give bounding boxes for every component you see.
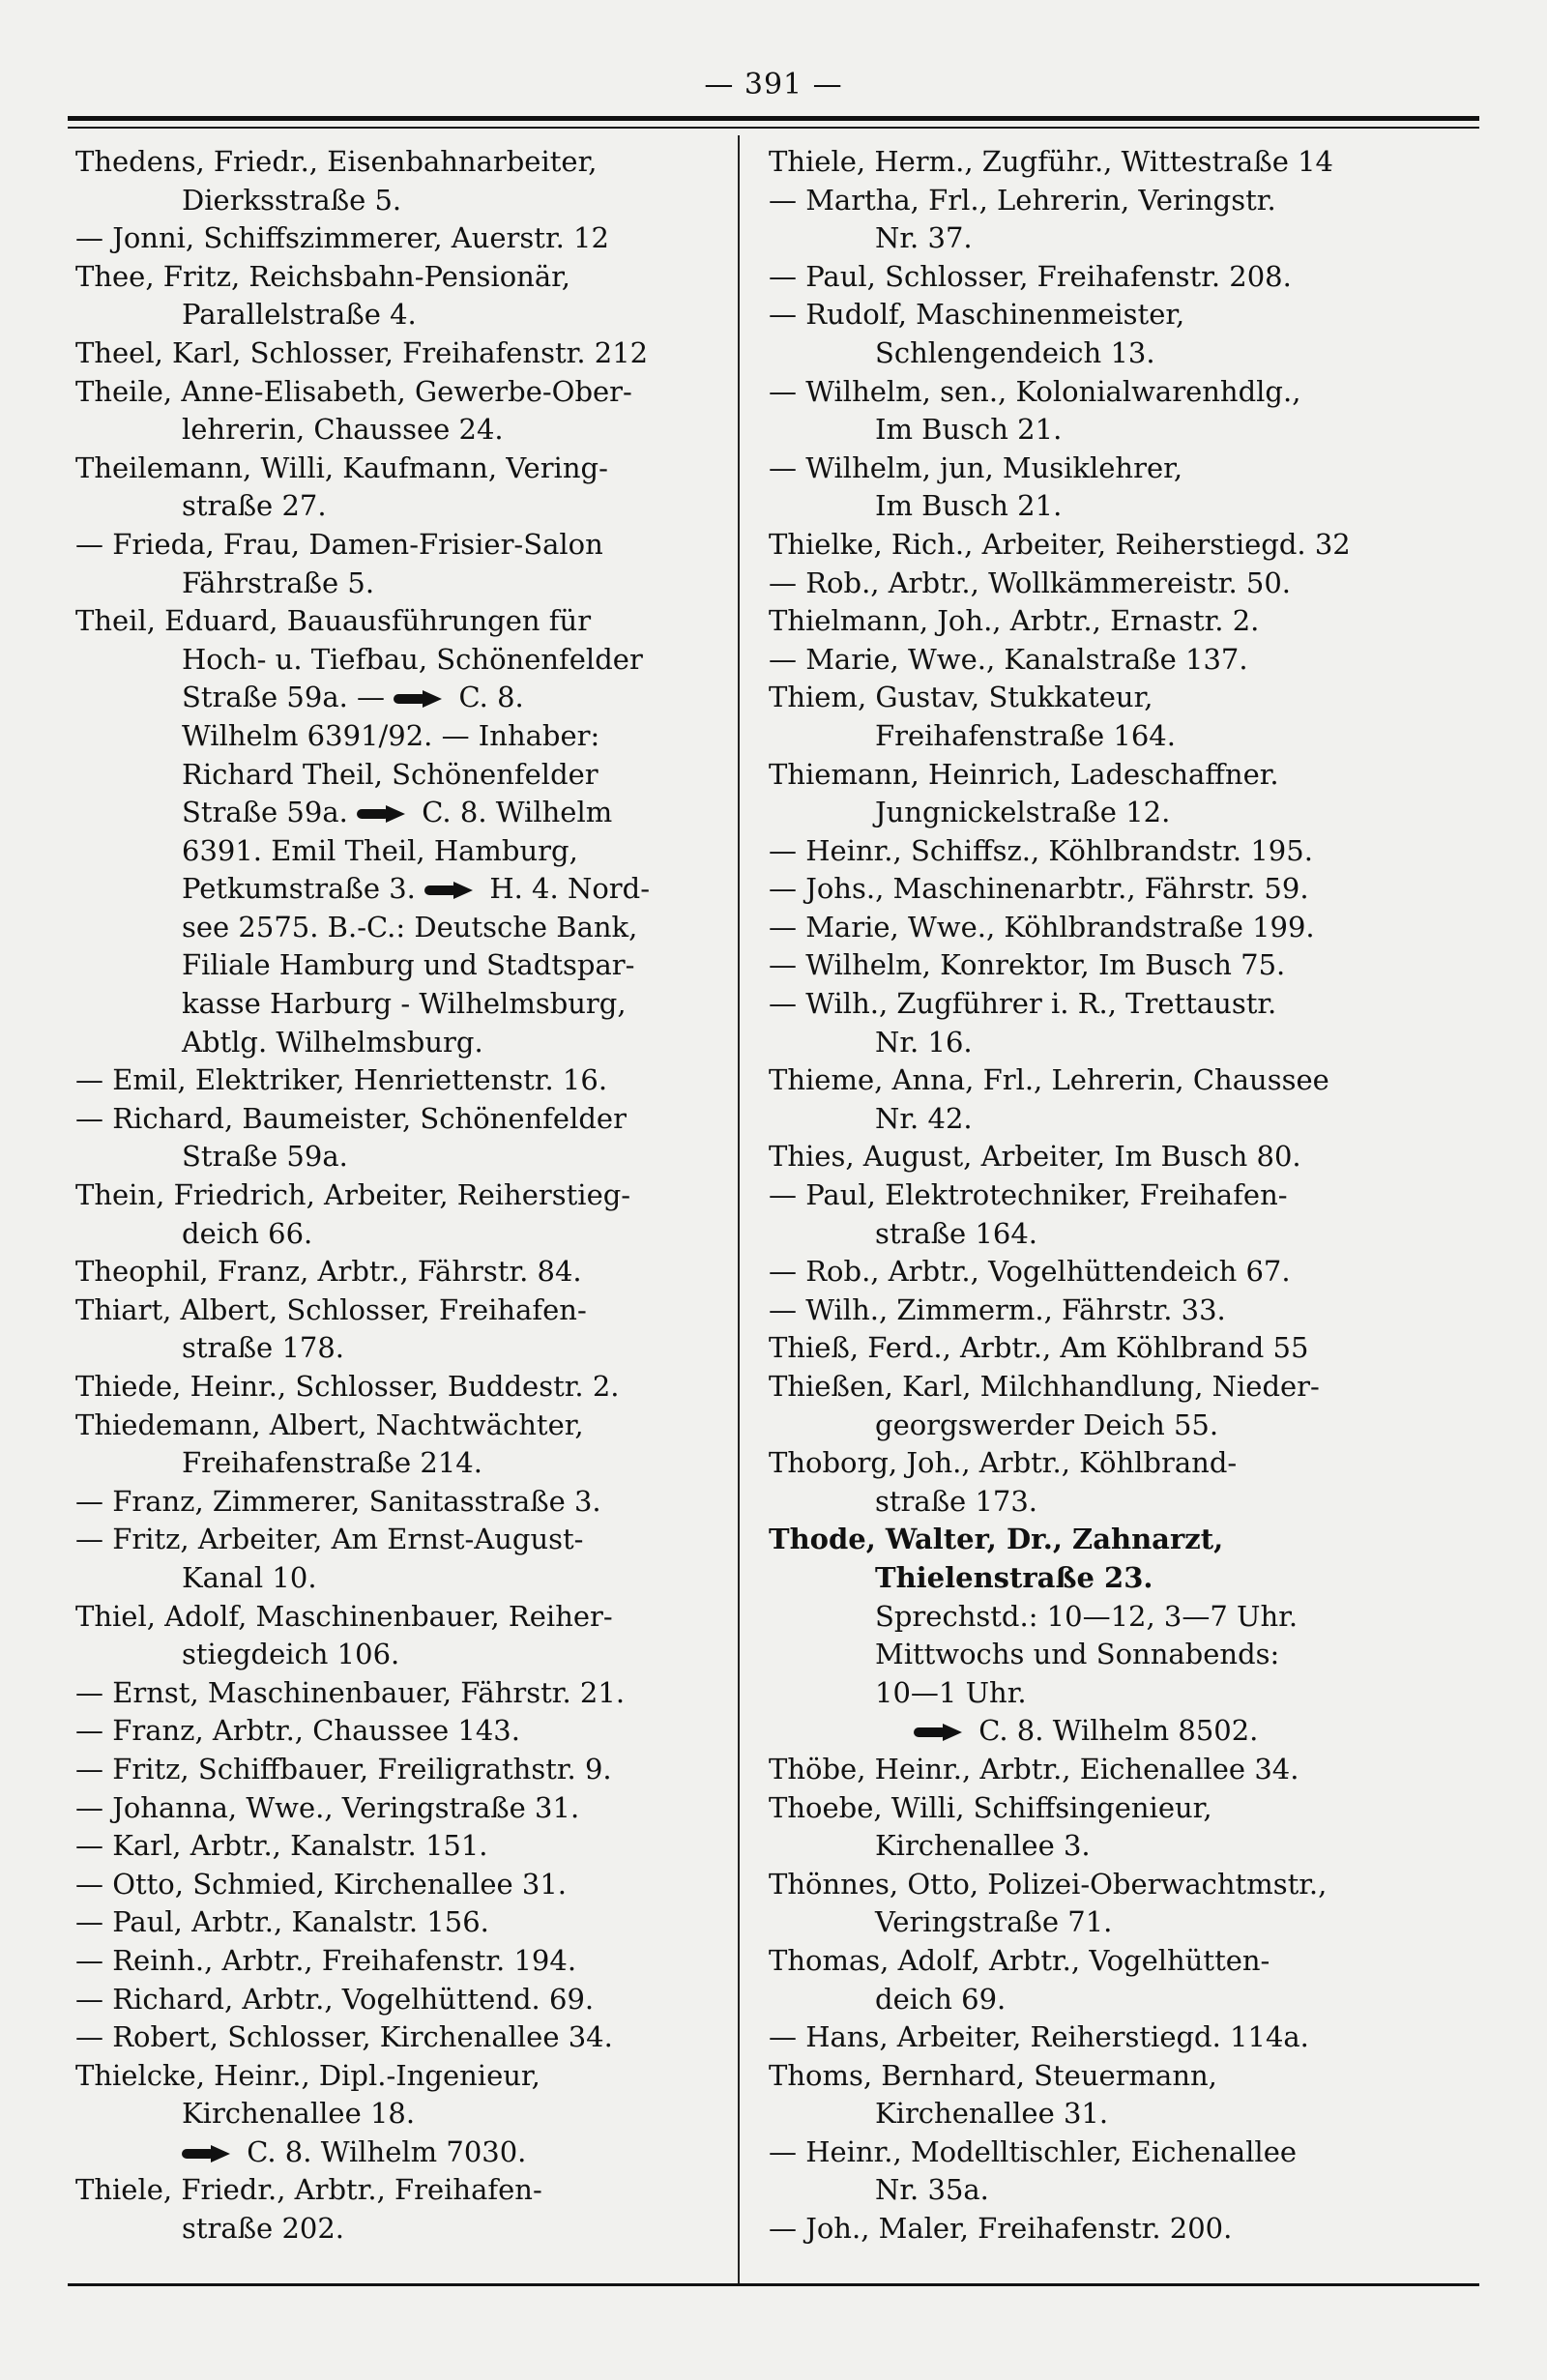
- directory-entry: [75, 1292, 719, 1368]
- telephone-icon: [357, 805, 407, 823]
- entry-line: — Johanna, Wwe., Veringstraße 31.: [75, 1790, 580, 1824]
- entry-line: Thielke, Rich., Arbeiter, Reiherstiegd. 32: [769, 527, 1351, 561]
- entry-line: C. 8. Wilhelm 7030.: [75, 2133, 719, 2172]
- entry-line: Thein, Friedrich, Arbeiter, Reiherstieg-: [75, 1178, 631, 1212]
- directory-entry: [75, 526, 719, 602]
- entry-line: Hoch- u. Tiefbau, Schönenfelder: [182, 642, 643, 676]
- directory-entry: [75, 1712, 719, 1751]
- directory-entry: [769, 1292, 1436, 1330]
- entry-line: Filiale Hamburg und Stadtspar-: [182, 948, 635, 982]
- directory-entry: [769, 2210, 1436, 2249]
- entry-line: Thies, August, Arbeiter, Im Busch 80.: [769, 1140, 1301, 1174]
- entry-line: — Franz, Zimmerer, Sanitasstraße 3.: [75, 1484, 601, 1518]
- directory-entry: [769, 832, 1436, 871]
- directory-entry: [75, 1061, 719, 1100]
- directory-entry: [769, 2018, 1436, 2057]
- entry-line: Theophil, Franz, Arbtr., Fährstr. 84.: [75, 1255, 582, 1289]
- entry-line: 6391. Emil Theil, Hamburg,: [182, 833, 578, 867]
- directory-entry: [75, 1981, 719, 2019]
- entry-line: Sprechstd.: 10—12, 3—7 Uhr.: [875, 1599, 1299, 1633]
- entry-line: Kirchenallee 31.: [875, 2097, 1109, 2131]
- telephone-icon: [394, 690, 444, 708]
- entry-line: Thielenstraße 23.: [875, 1560, 1153, 1594]
- entry-line: — Heinr., Modelltischler, Eichenallee: [769, 2134, 1298, 2168]
- entry-line: Thieß, Ferd., Arbtr., Am Köhlbrand 55: [769, 1331, 1309, 1365]
- directory-entry: [75, 1674, 719, 1713]
- entry-line: straße 164.: [875, 1216, 1038, 1250]
- directory-entry: [769, 2057, 1436, 2133]
- directory-entry: [769, 1942, 1436, 2018]
- directory-entry: [75, 1827, 719, 1866]
- directory-entry: [769, 258, 1436, 297]
- entry-line: straße 202.: [182, 2212, 345, 2246]
- directory-entry: [75, 219, 719, 258]
- directory-entry: [75, 258, 719, 334]
- entry-line: Nr. 37.: [875, 221, 973, 255]
- directory-entry: [75, 1521, 719, 1597]
- directory-entry: [769, 1176, 1436, 1253]
- entry-line: Kirchenallee 18.: [182, 2097, 416, 2131]
- column-divider: [738, 135, 740, 2283]
- entry-line: — Richard, Arbtr., Vogelhüttend. 69.: [75, 1982, 595, 2016]
- entry-line: Theil, Eduard, Bauausführungen für: [75, 604, 592, 638]
- directory-entry: [769, 143, 1436, 182]
- directory-entry: [769, 1789, 1436, 1866]
- entry-line: Thiedemann, Albert, Nachtwächter,: [75, 1408, 584, 1441]
- left-column: [75, 143, 719, 2249]
- directory-entry: [75, 1253, 719, 1292]
- entry-line: — Frieda, Frau, Damen-Frisier-Salon: [75, 527, 603, 561]
- entry-line: Jungnickelstraße 12.: [875, 796, 1171, 829]
- entry-line: Thoms, Bernhard, Steuermann,: [769, 2058, 1217, 2092]
- entry-line: — Franz, Arbtr., Chaussee 143.: [75, 1714, 520, 1748]
- entry-line: Thiart, Albert, Schlosser, Freihafen-: [75, 1292, 587, 1326]
- entry-line: Theilemann, Willi, Kaufmann, Vering-: [75, 450, 608, 484]
- entry-line: Veringstraße 71.: [875, 1905, 1113, 1939]
- entry-line: Nr. 42.: [875, 1101, 973, 1135]
- entry-line: Im Busch 21.: [875, 413, 1063, 447]
- entry-line: — Emil, Elektriker, Henriettenstr. 16.: [75, 1063, 608, 1097]
- directory-entry: [769, 1329, 1436, 1368]
- directory-entry: [769, 1253, 1436, 1292]
- entry-line: Thiemann, Heinrich, Ladeschaffner.: [769, 757, 1279, 791]
- directory-entry: [75, 1407, 719, 1483]
- directory-entry: [769, 2133, 1436, 2210]
- directory-entry: [75, 1368, 719, 1407]
- entry-line: — Rob., Arbtr., Vogelhüttendeich 67.: [769, 1255, 1291, 1289]
- telephone-icon: [914, 1724, 964, 1741]
- entry-line: Thielmann, Joh., Arbtr., Ernastr. 2.: [769, 604, 1260, 638]
- directory-entry: [769, 182, 1436, 258]
- entry-line: Straße 59a.: [182, 1140, 348, 1174]
- entry-line: straße 173.: [875, 1484, 1038, 1518]
- entry-line: stiegdeich 106.: [182, 1638, 400, 1671]
- entry-line: — Wilhelm, jun, Musiklehrer,: [769, 450, 1183, 484]
- directory-entry: [75, 373, 719, 450]
- entry-line: Kirchenallee 3.: [875, 1829, 1091, 1863]
- directory-entry: [75, 602, 719, 1061]
- entry-line: Nr. 35a.: [875, 2173, 989, 2207]
- telephone-icon: [424, 882, 475, 899]
- directory-entry: [769, 1368, 1436, 1444]
- directory-entry: [75, 1866, 719, 1904]
- directory-entry: [75, 143, 719, 219]
- entry-line: Thiel, Adolf, Maschinenbauer, Reiher-: [75, 1599, 613, 1633]
- directory-entry: [769, 985, 1436, 1061]
- right-column: [769, 143, 1436, 2249]
- entry-line: Abtlg. Wilhelmsburg.: [182, 1025, 483, 1059]
- directory-entry: [75, 2057, 719, 2133]
- entry-line: — Rudolf, Maschinenmeister,: [769, 298, 1185, 332]
- entry-line: Thoebe, Willi, Schiffsingenieur,: [769, 1790, 1212, 1824]
- entry-line: — Joh., Maler, Freihafenstr. 200.: [769, 2212, 1233, 2246]
- directory-entry: [75, 450, 719, 526]
- directory-entry: [769, 296, 1436, 372]
- entry-line: Thielcke, Heinr., Dipl.-Ingenieur,: [75, 2058, 540, 2092]
- directory-entry: [769, 1712, 1436, 1751]
- directory-entry: [75, 1100, 719, 1176]
- entry-line: — Wilh., Zimmerm., Fährstr. 33.: [769, 1292, 1226, 1326]
- entry-line: — Richard, Baumeister, Schönenfelder: [75, 1101, 627, 1135]
- entry-line: — Wilhelm, sen., Kolonialwarenhdlg.,: [769, 374, 1301, 408]
- entry-line: straße 178.: [182, 1331, 345, 1365]
- entry-line: Thee, Fritz, Reichsbahn-Pensionär,: [75, 259, 571, 293]
- entry-line: Petkumstraße 3. H. 4. Nord-: [182, 872, 651, 906]
- entry-line: Mittwochs und Sonnabends:: [875, 1638, 1280, 1671]
- entry-line: deich 69.: [875, 1982, 1007, 2016]
- entry-line: — Heinr., Schiffsz., Köhlbrandstr. 195.: [769, 833, 1313, 867]
- entry-line: Theel, Karl, Schlosser, Freihafenstr. 212: [75, 335, 649, 369]
- entry-line: Dierksstraße 5.: [182, 183, 402, 217]
- entry-line: — Fritz, Schiffbauer, Freiligrathstr. 9.: [75, 1752, 612, 1785]
- entry-line: C. 8. Wilhelm 8502.: [769, 1712, 1436, 1751]
- directory-entry: [769, 1598, 1436, 1713]
- entry-line: — Wilhelm, Konrektor, Im Busch 75.: [769, 948, 1286, 982]
- telephone-icon: [182, 2145, 232, 2162]
- entry-line: — Paul, Arbtr., Kanalstr. 156.: [75, 1905, 489, 1939]
- directory-entry: [769, 1061, 1436, 1138]
- entry-line: — Marie, Wwe., Köhlbrandstraße 199.: [769, 910, 1315, 943]
- directory-entry: [769, 373, 1436, 450]
- entry-line: Thomas, Adolf, Arbtr., Vogelhütten-: [769, 1943, 1270, 1977]
- entry-line: — Martha, Frl., Lehrerin, Veringstr.: [769, 183, 1276, 217]
- entry-line: Im Busch 21.: [875, 489, 1063, 523]
- entry-line: Thönnes, Otto, Polizei-Oberwachtmstr.,: [769, 1867, 1328, 1901]
- entry-line: — Hans, Arbeiter, Reiherstiegd. 114a.: [769, 2020, 1309, 2054]
- footer-rule: [68, 2283, 1479, 2286]
- entry-line: straße 27.: [182, 489, 327, 523]
- entry-line: Richard Theil, Schönenfelder: [182, 757, 598, 791]
- entry-line: — Paul, Elektrotechniker, Freihafen-: [769, 1178, 1288, 1212]
- entry-line: Theile, Anne-Elisabeth, Gewerbe-Ober-: [75, 374, 632, 408]
- entry-line: Parallelstraße 4.: [182, 298, 417, 332]
- entry-line: Thieme, Anna, Frl., Lehrerin, Chaussee: [769, 1063, 1329, 1097]
- entry-line: Thode, Walter, Dr., Zahnarzt,: [769, 1523, 1224, 1556]
- directory-entry: [75, 1903, 719, 1942]
- entry-line: — Rob., Arbtr., Wollkämmereistr. 50.: [769, 566, 1292, 599]
- directory-entry: [769, 1444, 1436, 1521]
- directory-entry: [75, 2171, 719, 2248]
- entry-line: Thiele, Herm., Zugführ., Wittestraße 14: [769, 145, 1333, 178]
- directory-entry: [769, 450, 1436, 526]
- entry-line: — Otto, Schmied, Kirchenallee 31.: [75, 1867, 567, 1901]
- entry-line: Thöbe, Heinr., Arbtr., Eichenallee 34.: [769, 1752, 1299, 1785]
- directory-entry: [769, 909, 1436, 947]
- directory-entry: [75, 2018, 719, 2057]
- directory-entry: [75, 1176, 719, 1253]
- directory-entry: [75, 1598, 719, 1674]
- directory-entry: [769, 565, 1436, 603]
- entry-line: — Robert, Schlosser, Kirchenallee 34.: [75, 2020, 613, 2054]
- directory-entry: [769, 526, 1436, 565]
- entry-line: — Paul, Schlosser, Freihafenstr. 208.: [769, 259, 1292, 293]
- header-rule-thick: [68, 116, 1479, 121]
- entry-line: — Karl, Arbtr., Kanalstr. 151.: [75, 1829, 488, 1863]
- entry-line: — Ernst, Maschinenbauer, Fährstr. 21.: [75, 1675, 626, 1709]
- entry-line: — Fritz, Arbeiter, Am Ernst-August-: [75, 1523, 584, 1556]
- directory-entry: [769, 1138, 1436, 1176]
- entry-line: Fährstraße 5.: [182, 566, 375, 599]
- directory-entry: [769, 756, 1436, 832]
- directory-entry: [769, 602, 1436, 641]
- entry-line: Wilhelm 6391/92. — Inhaber:: [182, 718, 600, 752]
- directory-entry: [769, 679, 1436, 755]
- entry-line: see 2575. B.-C.: Deutsche Bank,: [182, 910, 638, 943]
- entry-line: Thiede, Heinr., Schlosser, Buddestr. 2.: [75, 1370, 620, 1403]
- directory-entry: [769, 1521, 1436, 1597]
- entry-line: Straße 59a. — C. 8.: [182, 681, 524, 714]
- entry-line: deich 66.: [182, 1216, 313, 1250]
- directory-entry: [769, 870, 1436, 909]
- directory-entry: [769, 641, 1436, 680]
- directory-entry: [75, 1789, 719, 1828]
- entry-line: — Reinh., Arbtr., Freihafenstr. 194.: [75, 1943, 577, 1977]
- entry-line: Thiele, Friedr., Arbtr., Freihafen-: [75, 2173, 542, 2207]
- directory-entry: [75, 1942, 719, 1981]
- entry-line: Schlengendeich 13.: [875, 335, 1155, 369]
- entry-line: Thoborg, Joh., Arbtr., Köhlbrand-: [769, 1446, 1238, 1480]
- entry-line: Thiem, Gustav, Stukkateur,: [769, 681, 1153, 714]
- entry-line: lehrerin, Chaussee 24.: [182, 413, 504, 447]
- entry-line: — Johs., Maschinenarbtr., Fährstr. 59.: [769, 872, 1309, 906]
- entry-line: georgswerder Deich 55.: [875, 1408, 1219, 1441]
- directory-entry: [769, 946, 1436, 985]
- page-number: — 391 —: [704, 68, 843, 102]
- directory-entry: [75, 334, 719, 373]
- entry-line: Thedens, Friedr., Eisenbahnarbeiter,: [75, 145, 598, 178]
- entry-line: kasse Harburg - Wilhelmsburg,: [182, 987, 627, 1021]
- entry-line: Thießen, Karl, Milchhandlung, Nieder-: [769, 1370, 1320, 1403]
- entry-line: Straße 59a. C. 8. Wilhelm: [182, 796, 613, 829]
- directory-entry: [75, 1483, 719, 1522]
- directory-entry: [75, 1751, 719, 1789]
- entry-line: — Marie, Wwe., Kanalstraße 137.: [769, 642, 1248, 676]
- entry-line: 10—1 Uhr.: [875, 1675, 1027, 1709]
- entry-line: Nr. 16.: [875, 1025, 973, 1059]
- entry-line: — Jonni, Schiffszimmerer, Auerstr. 12: [75, 221, 609, 255]
- directory-entry: [75, 2133, 719, 2172]
- directory-entry: [769, 1751, 1436, 1789]
- entry-line: Kanal 10.: [182, 1560, 317, 1594]
- directory-entry: [769, 1866, 1436, 1942]
- entry-line: Freihafenstraße 164.: [875, 718, 1176, 752]
- entry-line: — Wilh., Zugführer i. R., Trettaustr.: [769, 987, 1277, 1021]
- header-rule-thin: [68, 127, 1479, 129]
- entry-line: Freihafenstraße 214.: [182, 1446, 482, 1480]
